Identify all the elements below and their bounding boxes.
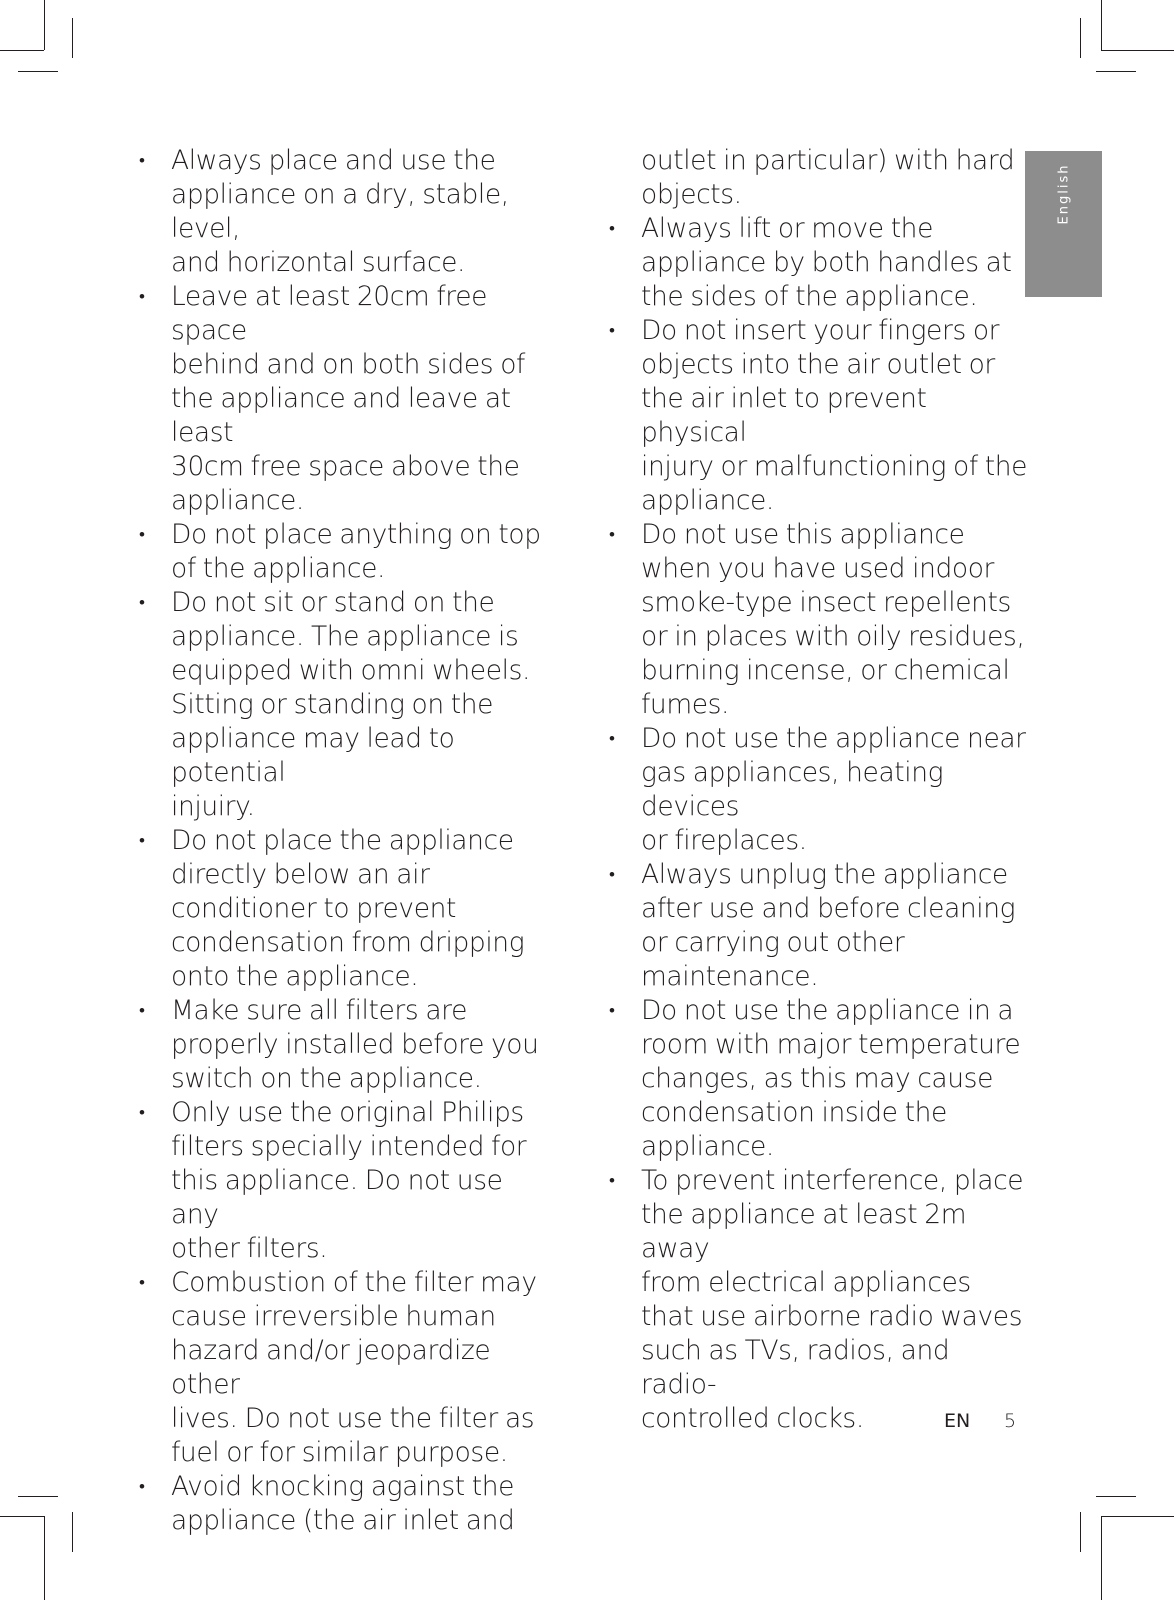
list-item-text: Make sure all filters are properly installed before you switch on the appliance.	[171, 995, 539, 1094]
crop-mark	[44, 1516, 45, 1600]
list-item	[609, 212, 1029, 314]
crop-mark	[1101, 0, 1102, 50]
list-item	[609, 722, 1029, 858]
bullet: •	[139, 1001, 145, 1021]
bullet: •	[139, 525, 145, 545]
crop-mark	[1096, 1496, 1136, 1497]
list-item	[139, 518, 549, 586]
crop-mark	[1101, 50, 1174, 51]
list-item-text: Do not insert your fingers or objects into the air outlet or the air inlet to prevent physical injury or malfunctioning of the appliance.	[641, 315, 1028, 516]
crop-mark	[18, 71, 58, 72]
list-item-text: Do not use the appliance in a room with major temperature changes, as this may cause condensation inside the appliance.	[641, 995, 1021, 1162]
list-item	[609, 858, 1029, 994]
crop-mark	[1101, 1516, 1102, 1600]
bullet: •	[139, 593, 145, 613]
page-number: 5	[1004, 1410, 1017, 1432]
list-item	[609, 518, 1029, 722]
crop-mark	[0, 50, 44, 51]
bullet: •	[609, 1001, 615, 1021]
list-item	[139, 1266, 549, 1470]
list-item	[609, 994, 1029, 1164]
bullet: •	[609, 321, 615, 341]
list-item-text: Always place and use the appliance on a dry, stable, level, and horizontal surface.	[171, 145, 509, 278]
crop-mark	[1080, 18, 1081, 58]
crop-mark	[72, 18, 73, 58]
list-item-text: Do not use the appliance near gas appliances, heating devices or fireplaces.	[641, 723, 1026, 856]
crop-mark	[72, 1512, 73, 1552]
list-item	[139, 824, 549, 994]
bullet: •	[139, 1477, 145, 1497]
list-item	[139, 1096, 549, 1266]
crop-mark	[1101, 1516, 1174, 1517]
list-item-text: Do not sit or stand on the appliance. The appliance is equipped with omni wheels. Sitting or standing on the appliance may lead to potential injuiry.	[171, 587, 530, 822]
list-item-text: Do not place anything on top of the appliance.	[171, 519, 541, 584]
language-tab-label: English	[1056, 163, 1071, 225]
list-item-text: Avoid knocking against the appliance (the air inlet and	[171, 1471, 515, 1536]
list-item-text: Always lift or move the appliance by both handles at the sides of the appliance.	[641, 213, 1012, 312]
safety-list-left	[139, 144, 549, 1538]
bullet: •	[609, 525, 615, 545]
bullet: •	[139, 287, 145, 307]
list-item	[609, 1164, 1029, 1436]
safety-list-right	[609, 144, 1029, 1436]
list-item-continuation: outlet in particular) with hard objects.	[641, 145, 1015, 210]
list-item-text: Always unplug the appliance after use and before cleaning or carrying out other maintenance.	[641, 859, 1016, 992]
list-item-text: Leave at least 20cm free space behind and on both sides of the appliance and leave at least 30cm free space above the appliance.	[171, 281, 525, 516]
list-item	[139, 994, 549, 1096]
bullet: •	[609, 865, 615, 885]
list-item-text: Combustion of the filter may cause irreversible human hazard and/or jeopardize other lives. Do not use the filter as fuel or for similar purpose.	[171, 1267, 537, 1468]
crop-mark	[0, 1516, 44, 1517]
crop-mark	[1096, 71, 1136, 72]
list-item	[139, 280, 549, 518]
list-item-text: To prevent interference, place the appliance at least 2m away from electrical appliances that use airborne radio waves such as TVs, radios, and radio- controlled clocks.	[641, 1165, 1024, 1434]
list-item-text: Only use the original Philips filters specially intended for this appliance. Do not use any other filters.	[171, 1097, 527, 1264]
bullet: •	[139, 1103, 145, 1123]
bullet: •	[139, 831, 145, 851]
list-item	[139, 1470, 549, 1538]
crop-mark	[44, 0, 45, 50]
list-item	[139, 144, 549, 280]
bullet: •	[609, 219, 615, 239]
language-tab	[1025, 151, 1102, 297]
footer-language-code: EN	[944, 1410, 971, 1432]
bullet: •	[609, 1171, 615, 1191]
list-item	[609, 314, 1029, 518]
bullet: •	[139, 1273, 145, 1293]
list-item-text: Do not use this appliance when you have used indoor smoke-type insect repellents or in places with oily residues, burning incense, or chemical fumes.	[641, 519, 1025, 720]
list-item-text: Do not place the appliance directly below an air conditioner to prevent condensation from dripping onto the appliance.	[171, 825, 525, 992]
crop-mark	[18, 1496, 58, 1497]
bullet: •	[609, 729, 615, 749]
bullet: •	[139, 151, 145, 171]
crop-mark	[1080, 1512, 1081, 1552]
list-item	[139, 586, 549, 824]
